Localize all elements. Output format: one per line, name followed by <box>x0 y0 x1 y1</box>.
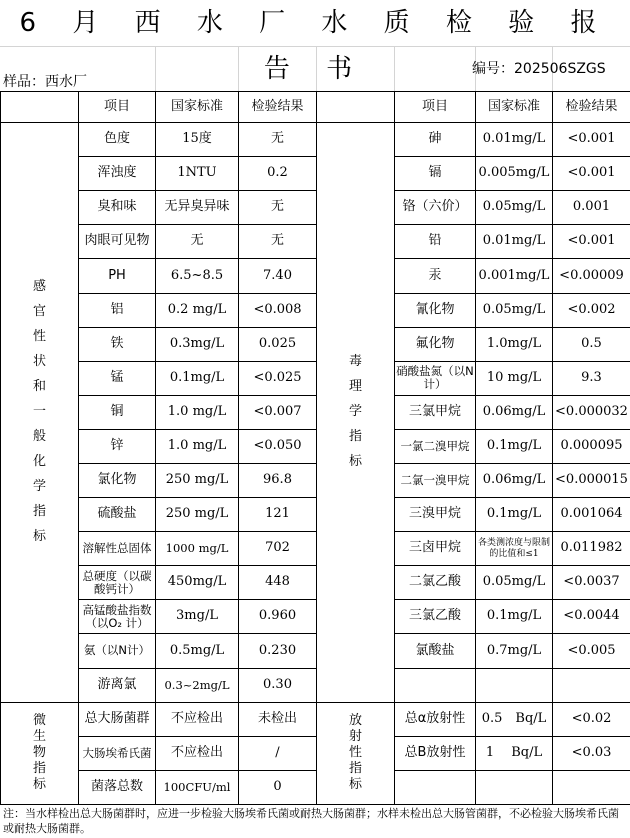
left-result: 121 <box>239 498 317 532</box>
header-standard: 国家标准 <box>156 92 239 123</box>
left-item: 氯化物 <box>79 464 156 498</box>
left-result: 0 <box>239 770 317 804</box>
right-result: 0.001 <box>553 191 630 225</box>
right-standard: 0.001mg/L <box>476 259 553 293</box>
category-micro <box>1 702 79 804</box>
right-standard: 各类测浓度与限制的比值和≤1 <box>476 532 553 566</box>
left-item: 溶解性总固体 <box>79 532 156 566</box>
right-item: 氰化物 <box>395 293 476 327</box>
left-item: 菌落总数 <box>79 770 156 804</box>
table-row <box>1 668 630 702</box>
table-row <box>1 498 630 532</box>
left-result: 7.40 <box>239 259 317 293</box>
right-standard: 0.05mg/L <box>476 293 553 327</box>
left-result: <0.008 <box>239 293 317 327</box>
right-standard: 0.005mg/L <box>476 157 553 191</box>
left-standard: 1.0 mg/L <box>156 429 239 463</box>
category-char: 学 <box>348 403 362 419</box>
table-row <box>1 293 630 327</box>
left-result: <0.050 <box>239 429 317 463</box>
left-standard: 不应检出 <box>156 702 239 736</box>
right-result: <0.03 <box>553 736 630 770</box>
right-item: 铬（六价） <box>395 191 476 225</box>
right-result: <0.001 <box>553 157 630 191</box>
table-row <box>1 429 630 463</box>
right-standard: 0.01mg/L <box>476 225 553 259</box>
right-result: 0.5 <box>553 327 630 361</box>
category-char: 标 <box>348 776 362 792</box>
category-char: 化 <box>32 453 46 469</box>
left-item: 铁 <box>79 327 156 361</box>
left-item: 游离氯 <box>79 668 156 702</box>
category-sensory <box>1 123 79 703</box>
category-char: 指 <box>348 428 362 444</box>
table-row <box>1 736 630 770</box>
left-result: 0.960 <box>239 600 317 634</box>
grid-line <box>155 46 156 91</box>
right-item: 铅 <box>395 225 476 259</box>
right-standard <box>476 668 553 702</box>
right-result: 0.001064 <box>553 498 630 532</box>
right-standard: 0.1mg/L <box>476 429 553 463</box>
right-standard: 1.0mg/L <box>476 327 553 361</box>
left-standard: 0.2 mg/L <box>156 293 239 327</box>
grid-line <box>394 46 395 91</box>
report-title: 6 月 西 水 厂 水 质 检 验 报 告 书 <box>19 8 611 84</box>
left-standard: 1.0 mg/L <box>156 395 239 429</box>
table-row <box>1 157 630 191</box>
right-result: <0.005 <box>553 634 630 668</box>
footnote: 注：当水样检出总大肠菌群时，应进一步检验大肠埃希氏菌或耐热大肠菌群；水样未检出总大肠管菌群，不必检验大肠埃希氏菌或耐热大肠菌群。 <box>3 807 619 835</box>
category-char: 状 <box>32 354 46 370</box>
right-standard: 10 mg/L <box>476 361 553 395</box>
left-standard: 3mg/L <box>156 600 239 634</box>
grid-line <box>0 46 630 47</box>
right-item: 二氯一溴甲烷 <box>395 464 476 498</box>
left-standard: 15度 <box>156 123 239 157</box>
right-standard: 0.01mg/L <box>476 123 553 157</box>
table-row <box>1 532 630 566</box>
left-item: 氨（以N计） <box>79 634 156 668</box>
left-item: 大肠埃希氏菌 <box>79 736 156 770</box>
right-item: 三溴甲烷 <box>395 498 476 532</box>
category-char: 性 <box>32 329 46 345</box>
category-radio <box>317 702 395 804</box>
right-item: 二氯乙酸 <box>395 566 476 600</box>
right-result: 0.000095 <box>553 429 630 463</box>
left-standard: 1000 mg/L <box>156 532 239 566</box>
right-standard: 0.06mg/L <box>476 464 553 498</box>
left-result: 无 <box>239 191 317 225</box>
grid-line <box>316 46 317 91</box>
category-char: 标 <box>32 776 46 792</box>
right-standard: 1 Bq/L <box>476 736 553 770</box>
left-item: 总大肠菌群 <box>79 702 156 736</box>
category-char: 感 <box>32 279 46 295</box>
left-result: 未检出 <box>239 702 317 736</box>
left-result: <0.007 <box>239 395 317 429</box>
header-standard: 国家标准 <box>476 92 553 123</box>
left-standard: 250 mg/L <box>156 464 239 498</box>
category-char: 放 <box>348 712 362 728</box>
category-char: 指 <box>348 760 362 776</box>
left-result: <0.025 <box>239 361 317 395</box>
left-standard: 无 <box>156 225 239 259</box>
table-row <box>1 464 630 498</box>
table-row <box>1 225 630 259</box>
table-row <box>1 395 630 429</box>
category-toxic <box>317 123 395 703</box>
left-item: 肉眼可见物 <box>79 225 156 259</box>
report-code: 编号：202506SZGS <box>472 61 606 77</box>
left-standard: 0.3mg/L <box>156 327 239 361</box>
left-result: / <box>239 736 317 770</box>
category-char: 微 <box>32 712 46 728</box>
left-standard: 250 mg/L <box>156 498 239 532</box>
left-item: 臭和味 <box>79 191 156 225</box>
right-result: <0.002 <box>553 293 630 327</box>
category-char: 标 <box>32 528 46 544</box>
left-standard: 0.1mg/L <box>156 361 239 395</box>
right-result: <0.001 <box>553 225 630 259</box>
right-result: <0.001 <box>553 123 630 157</box>
right-item: 氯酸盐 <box>395 634 476 668</box>
right-standard: 0.7mg/L <box>476 634 553 668</box>
table-row <box>1 770 630 804</box>
left-item: 锰 <box>79 361 156 395</box>
header-row <box>1 92 630 123</box>
right-standard: 0.1mg/L <box>476 498 553 532</box>
left-result: 0.230 <box>239 634 317 668</box>
right-result: <0.00009 <box>553 259 630 293</box>
table-row <box>1 191 630 225</box>
right-item: 镉 <box>395 157 476 191</box>
right-item: 一氯二溴甲烷 <box>395 429 476 463</box>
left-item: PH <box>79 259 156 293</box>
category-char: 般 <box>32 428 46 444</box>
left-item: 色度 <box>79 123 156 157</box>
right-result: <0.02 <box>553 702 630 736</box>
header-item: 项目 <box>79 92 156 123</box>
left-result: 0.30 <box>239 668 317 702</box>
right-result: <0.000015 <box>553 464 630 498</box>
table-row <box>1 702 630 736</box>
right-standard <box>476 770 553 804</box>
table-row <box>1 327 630 361</box>
table-row <box>1 123 630 157</box>
right-result: 9.3 <box>553 361 630 395</box>
left-item: 总硬度（以碳酸钙计） <box>79 566 156 600</box>
right-result: <0.000032 <box>553 395 630 429</box>
left-standard: 6.5~8.5 <box>156 259 239 293</box>
right-item: 硝酸盐氮（以N计） <box>395 361 476 395</box>
left-item: 铜 <box>79 395 156 429</box>
header-result: 检验结果 <box>239 92 317 123</box>
left-standard: 450mg/L <box>156 566 239 600</box>
right-standard: 0.05mg/L <box>476 191 553 225</box>
left-standard: 无异臭异味 <box>156 191 239 225</box>
category-char: 标 <box>348 453 362 469</box>
right-standard: 0.06mg/L <box>476 395 553 429</box>
left-result: 无 <box>239 123 317 157</box>
category-char: 学 <box>32 478 46 494</box>
left-standard: 0.5mg/L <box>156 634 239 668</box>
left-result: 448 <box>239 566 317 600</box>
right-result: 0.011982 <box>553 532 630 566</box>
left-result: 0.2 <box>239 157 317 191</box>
category-char: 物 <box>32 744 46 760</box>
table-row <box>1 259 630 293</box>
right-item: 砷 <box>395 123 476 157</box>
report-table <box>0 91 630 805</box>
left-item: 高锰酸盐指数（以O₂ 计） <box>79 600 156 634</box>
left-item: 锌 <box>79 429 156 463</box>
right-item: 总Β放射性 <box>395 736 476 770</box>
left-result: 0.025 <box>239 327 317 361</box>
blank-cell <box>317 92 395 123</box>
table-row <box>1 361 630 395</box>
right-result <box>553 770 630 804</box>
header-result: 检验结果 <box>553 92 630 123</box>
left-result: 96.8 <box>239 464 317 498</box>
category-char: 指 <box>32 760 46 776</box>
left-item: 铝 <box>79 293 156 327</box>
right-item: 总α放射性 <box>395 702 476 736</box>
right-item: 三卤甲烷 <box>395 532 476 566</box>
right-result <box>553 668 630 702</box>
category-char: 和 <box>32 378 46 394</box>
right-standard: 0.05mg/L <box>476 566 553 600</box>
left-item: 硫酸盐 <box>79 498 156 532</box>
left-standard: 0.3~2mg/L <box>156 668 239 702</box>
category-char: 官 <box>32 304 46 320</box>
blank-cell <box>1 92 79 123</box>
left-standard: 100CFU/ml <box>156 770 239 804</box>
right-item: 三氯甲烷 <box>395 395 476 429</box>
table-row <box>1 566 630 600</box>
left-standard: 1NTU <box>156 157 239 191</box>
right-item: 氟化物 <box>395 327 476 361</box>
grid-line <box>238 46 239 91</box>
table-row <box>1 600 630 634</box>
left-standard: 不应检出 <box>156 736 239 770</box>
left-result: 702 <box>239 532 317 566</box>
right-result: <0.0037 <box>553 566 630 600</box>
right-item: 三氯乙酸 <box>395 600 476 634</box>
category-char: 毒 <box>348 354 362 370</box>
right-item <box>395 770 476 804</box>
left-result: 无 <box>239 225 317 259</box>
left-item: 浑浊度 <box>79 157 156 191</box>
right-item <box>395 668 476 702</box>
right-item: 汞 <box>395 259 476 293</box>
sample-label: 样品：西水厂 <box>3 74 87 90</box>
category-char: 生 <box>32 728 46 744</box>
category-char: 一 <box>32 403 46 419</box>
right-standard: 0.1mg/L <box>476 600 553 634</box>
right-standard: 0.5 Bq/L <box>476 702 553 736</box>
category-char: 理 <box>348 378 362 394</box>
right-result: <0.0044 <box>553 600 630 634</box>
table-row <box>1 634 630 668</box>
category-char: 射 <box>348 728 362 744</box>
category-char: 指 <box>32 503 46 519</box>
header-item: 项目 <box>395 92 476 123</box>
category-char: 性 <box>348 744 362 760</box>
